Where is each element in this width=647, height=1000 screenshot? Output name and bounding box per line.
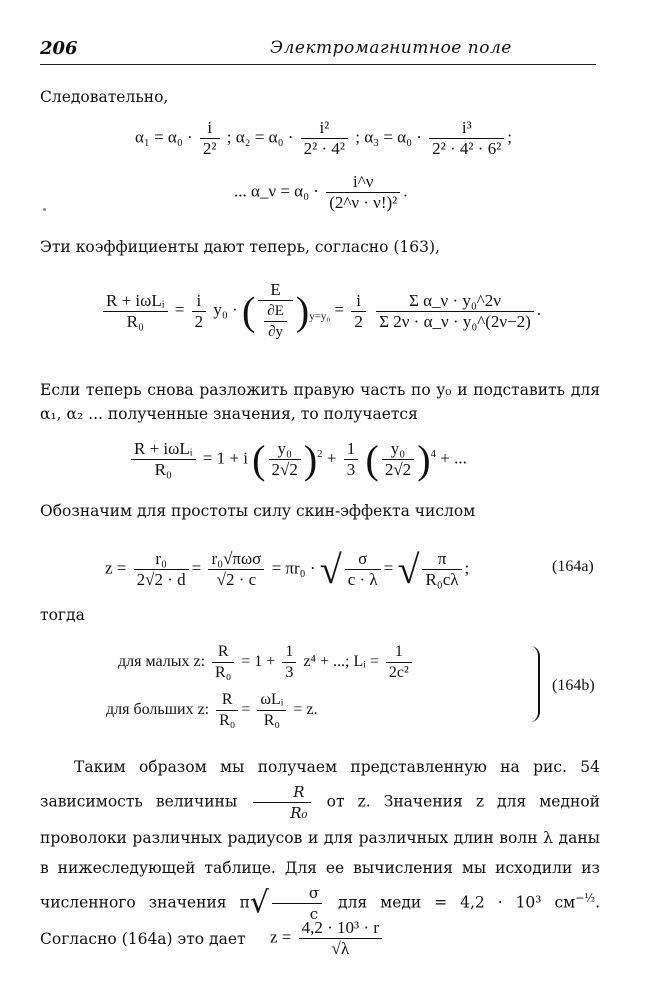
print-speck <box>43 208 46 211</box>
page-number: 206 <box>40 38 78 59</box>
equation-small-z: для малых z: $\frac{R}{\text{R₀}}$ = 1 + $\frac{1}{3}$ z⁴ + ...; Lᵢ = $\frac{1}{\text{2c²}}$ <box>118 642 415 683</box>
paragraph-2: Эти коэффициенты дают теперь, согласно (163), <box>40 238 440 256</box>
equation-alpha-nu: ... α_ν = α₀ · $\frac{i\^{}\nu}{\text{(2\textasciicircum{}ν · ν!)²}}$ . <box>234 172 408 212</box>
equation-final: z = $\frac{\text{4,2 · 10³ · r}}{√\lambda}$ <box>270 918 385 959</box>
equation-number-164a: (164a) <box>552 558 594 575</box>
equation-ratio: $\frac{\text{R + iωLᵢ}}{\text{R₀}}$ = $\frac{i}{2}$ y₀ · ( $\frac{E}{\frac{\partial E}{\partial y}}$ )$_{y=y_0}$ = $\frac{i}{2}$ $\frac{\text{Σ α\_ν · y₀\textasciicircum{}2ν}}{\text{Σ 2ν · α\_ν · y₀\textasciicircum{}(2ν−2)}}$ . <box>100 280 541 342</box>
equation-number-164b: (164b) <box>552 677 595 694</box>
brace <box>528 646 540 722</box>
equation-series: $\frac{\text{R + iωLᵢ}}{\text{R₀}}$ = 1 + i ( $\frac{\text{y₀}}{2√2}$ )$^2$ + $\frac{1}{3}$ ( $\frac{\text{y₀}}{2√2}$ )$^4$ + ... <box>128 436 467 483</box>
paragraph-6: Таким образом мы получаем представленную на рис. 54 зависимость величины $\frac{R}{\text{R₀}}$ от z. Значения z для медной проволоки различных радиусов и для различных длин волн λ даны в нижеследующей таблице. Для ее вычисления мы исходили из численного значения π√ $\frac{\sigma}{c}$ для меди = 4,2 · 10³ $см^{-\frac{1}{2}}$. Согласно (164a) это дает <box>40 758 601 948</box>
equation-alpha-1-3: α₁ = α₀ · $\frac{i}{\text{2²}}$ ; α₂ = α₀ · $\frac{\text{i²}}{\text{2² · 4²}}$ ; α₃ = α₀ · $\frac{\text{i³}}{\text{2² · 4² · 6²}}$ ; <box>135 118 513 158</box>
equation-z: z = $\frac{\text{r₀}}{2√2 \cdot d}$ = $\frac{\text{r₀√πωσ}}{√2 \cdot c}$ = πr₀ · √ $\frac{\sigma}{c \cdot \lambda}$ = √ $\frac{\pi}{\text{R₀cλ}}$ ; <box>105 547 470 592</box>
paragraph-3: Если теперь снова разложить правую часть по y₀ и подставить для α₁, α₂ ... полученные значения, то получается <box>40 381 600 423</box>
equation-large-z: для больших z: $\frac{R}{\text{R₀}}$ = $\frac{\text{ωLᵢ}}{\text{R₀}}$ = z. <box>106 691 318 729</box>
paragraph-4: Обозначим для простоты силу скин-эффекта числом <box>40 502 476 520</box>
running-header <box>40 36 596 65</box>
running-title: Электромагнитное поле <box>270 38 512 58</box>
paragraph-5: тогда <box>40 606 85 624</box>
paragraph-1: Следовательно, <box>40 88 169 106</box>
